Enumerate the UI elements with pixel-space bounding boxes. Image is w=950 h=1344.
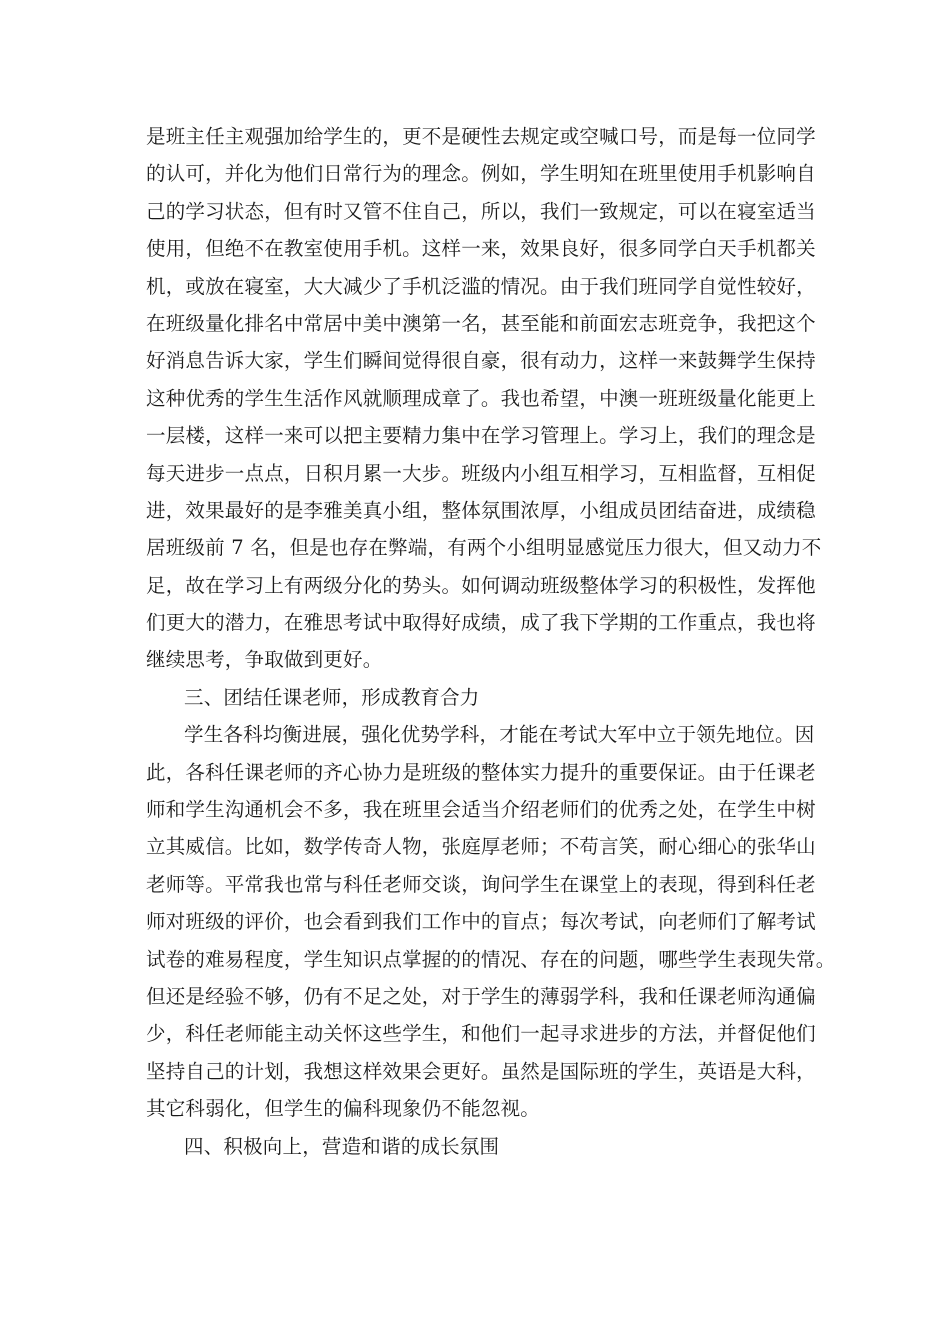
paragraph-line: 己的学习状态，但有时又管不住自己，所以，我们一致规定，可以在寝室适当: [146, 199, 816, 223]
paragraph-line: 坚持自己的计划，我想这样效果会更好。虽然是国际班的学生，英语是大科，: [146, 1059, 816, 1083]
paragraph-line-indented: 四、积极向上，营造和谐的成长氛围: [184, 1134, 500, 1158]
paragraph-line-indented: 学生各科均衡进展，强化优势学科，才能在考试大军中立于领先地位。因: [184, 723, 815, 747]
paragraph-line: 师和学生沟通机会不多，我在班里会适当介绍老师们的优秀之处，在学生中树: [146, 798, 816, 822]
paragraph-line: 居班级前 7 名，但是也存在弊端，有两个小组明显感觉压力很大，但又动力不: [146, 536, 822, 560]
paragraph-line: 继续思考，争取做到更好。: [146, 648, 383, 672]
paragraph-line: 这种优秀的学生生活作风就顺理成章了。我也希望，中澳一班班级量化能更上: [146, 386, 816, 410]
paragraph-line: 在班级量化排名中常居中美中澳第一名，甚至能和前面宏志班竞争，我把这个: [146, 311, 816, 335]
paragraph-line: 使用，但绝不在教室使用手机。这样一来，效果良好，很多同学白天手机都关: [146, 237, 816, 261]
paragraph-line-indented: 三、团结任课老师，形成教育合力: [184, 685, 480, 709]
paragraph-line: 好消息告诉大家，学生们瞬间觉得很自豪，很有动力，这样一来鼓舞学生保持: [146, 349, 816, 373]
paragraph-line: 但还是经验不够，仍有不足之处，对于学生的薄弱学科，我和任课老师沟通偏: [146, 984, 816, 1008]
paragraph-line: 老师等。平常我也常与科任老师交谈，询问学生在课堂上的表现，得到科任老: [146, 872, 816, 896]
paragraph-line: 们更大的潜力，在雅思考试中取得好成绩，成了我下学期的工作重点，我也将: [146, 611, 816, 635]
paragraph-line: 机，或放在寝室，大大减少了手机泛滥的情况。由于我们班同学自觉性较好，: [146, 274, 816, 298]
paragraph-line: 一层楼，这样一来可以把主要精力集中在学习管理上。学习上，我们的理念是: [146, 424, 816, 448]
paragraph-line: 足，故在学习上有两级分化的势头。如何调动班级整体学习的积极性，发挥他: [146, 573, 816, 597]
paragraph-line: 少，科任老师能主动关怀这些学生，和他们一起寻求进步的方法，并督促他们: [146, 1022, 816, 1046]
paragraph-line: 其它科弱化，但学生的偏科现象仍不能忽视。: [146, 1097, 541, 1121]
paragraph-line: 进，效果最好的是李雅美真小组，整体氛围浓厚，小组成员团结奋进，成绩稳: [146, 498, 816, 522]
paragraph-line: 试卷的难易程度，学生知识点掌握的的情况、存在的问题，哪些学生表现失常。: [146, 947, 836, 971]
paragraph-line: 师对班级的评价，也会看到我们工作中的盲点；每次考试，向老师们了解考试: [146, 910, 816, 934]
paragraph-line: 每天进步一点点，日积月累一大步。班级内小组互相学习，互相监督，互相促: [146, 461, 816, 485]
paragraph-line: 是班主任主观强加给学生的，更不是硬性去规定或空喊口号，而是每一位同学: [146, 125, 816, 148]
paragraph-line: 的认可，并化为他们日常行为的理念。例如，学生明知在班里使用手机影响自: [146, 162, 816, 186]
paragraph-line: 立其威信。比如，数学传奇人物，张庭厚老师；不苟言笑，耐心细心的张华山: [146, 835, 816, 859]
document-body: [146, 118, 836, 1165]
paragraph-line: 此，各科任课老师的齐心协力是班级的整体实力提升的重要保证。由于任课老: [146, 760, 816, 784]
